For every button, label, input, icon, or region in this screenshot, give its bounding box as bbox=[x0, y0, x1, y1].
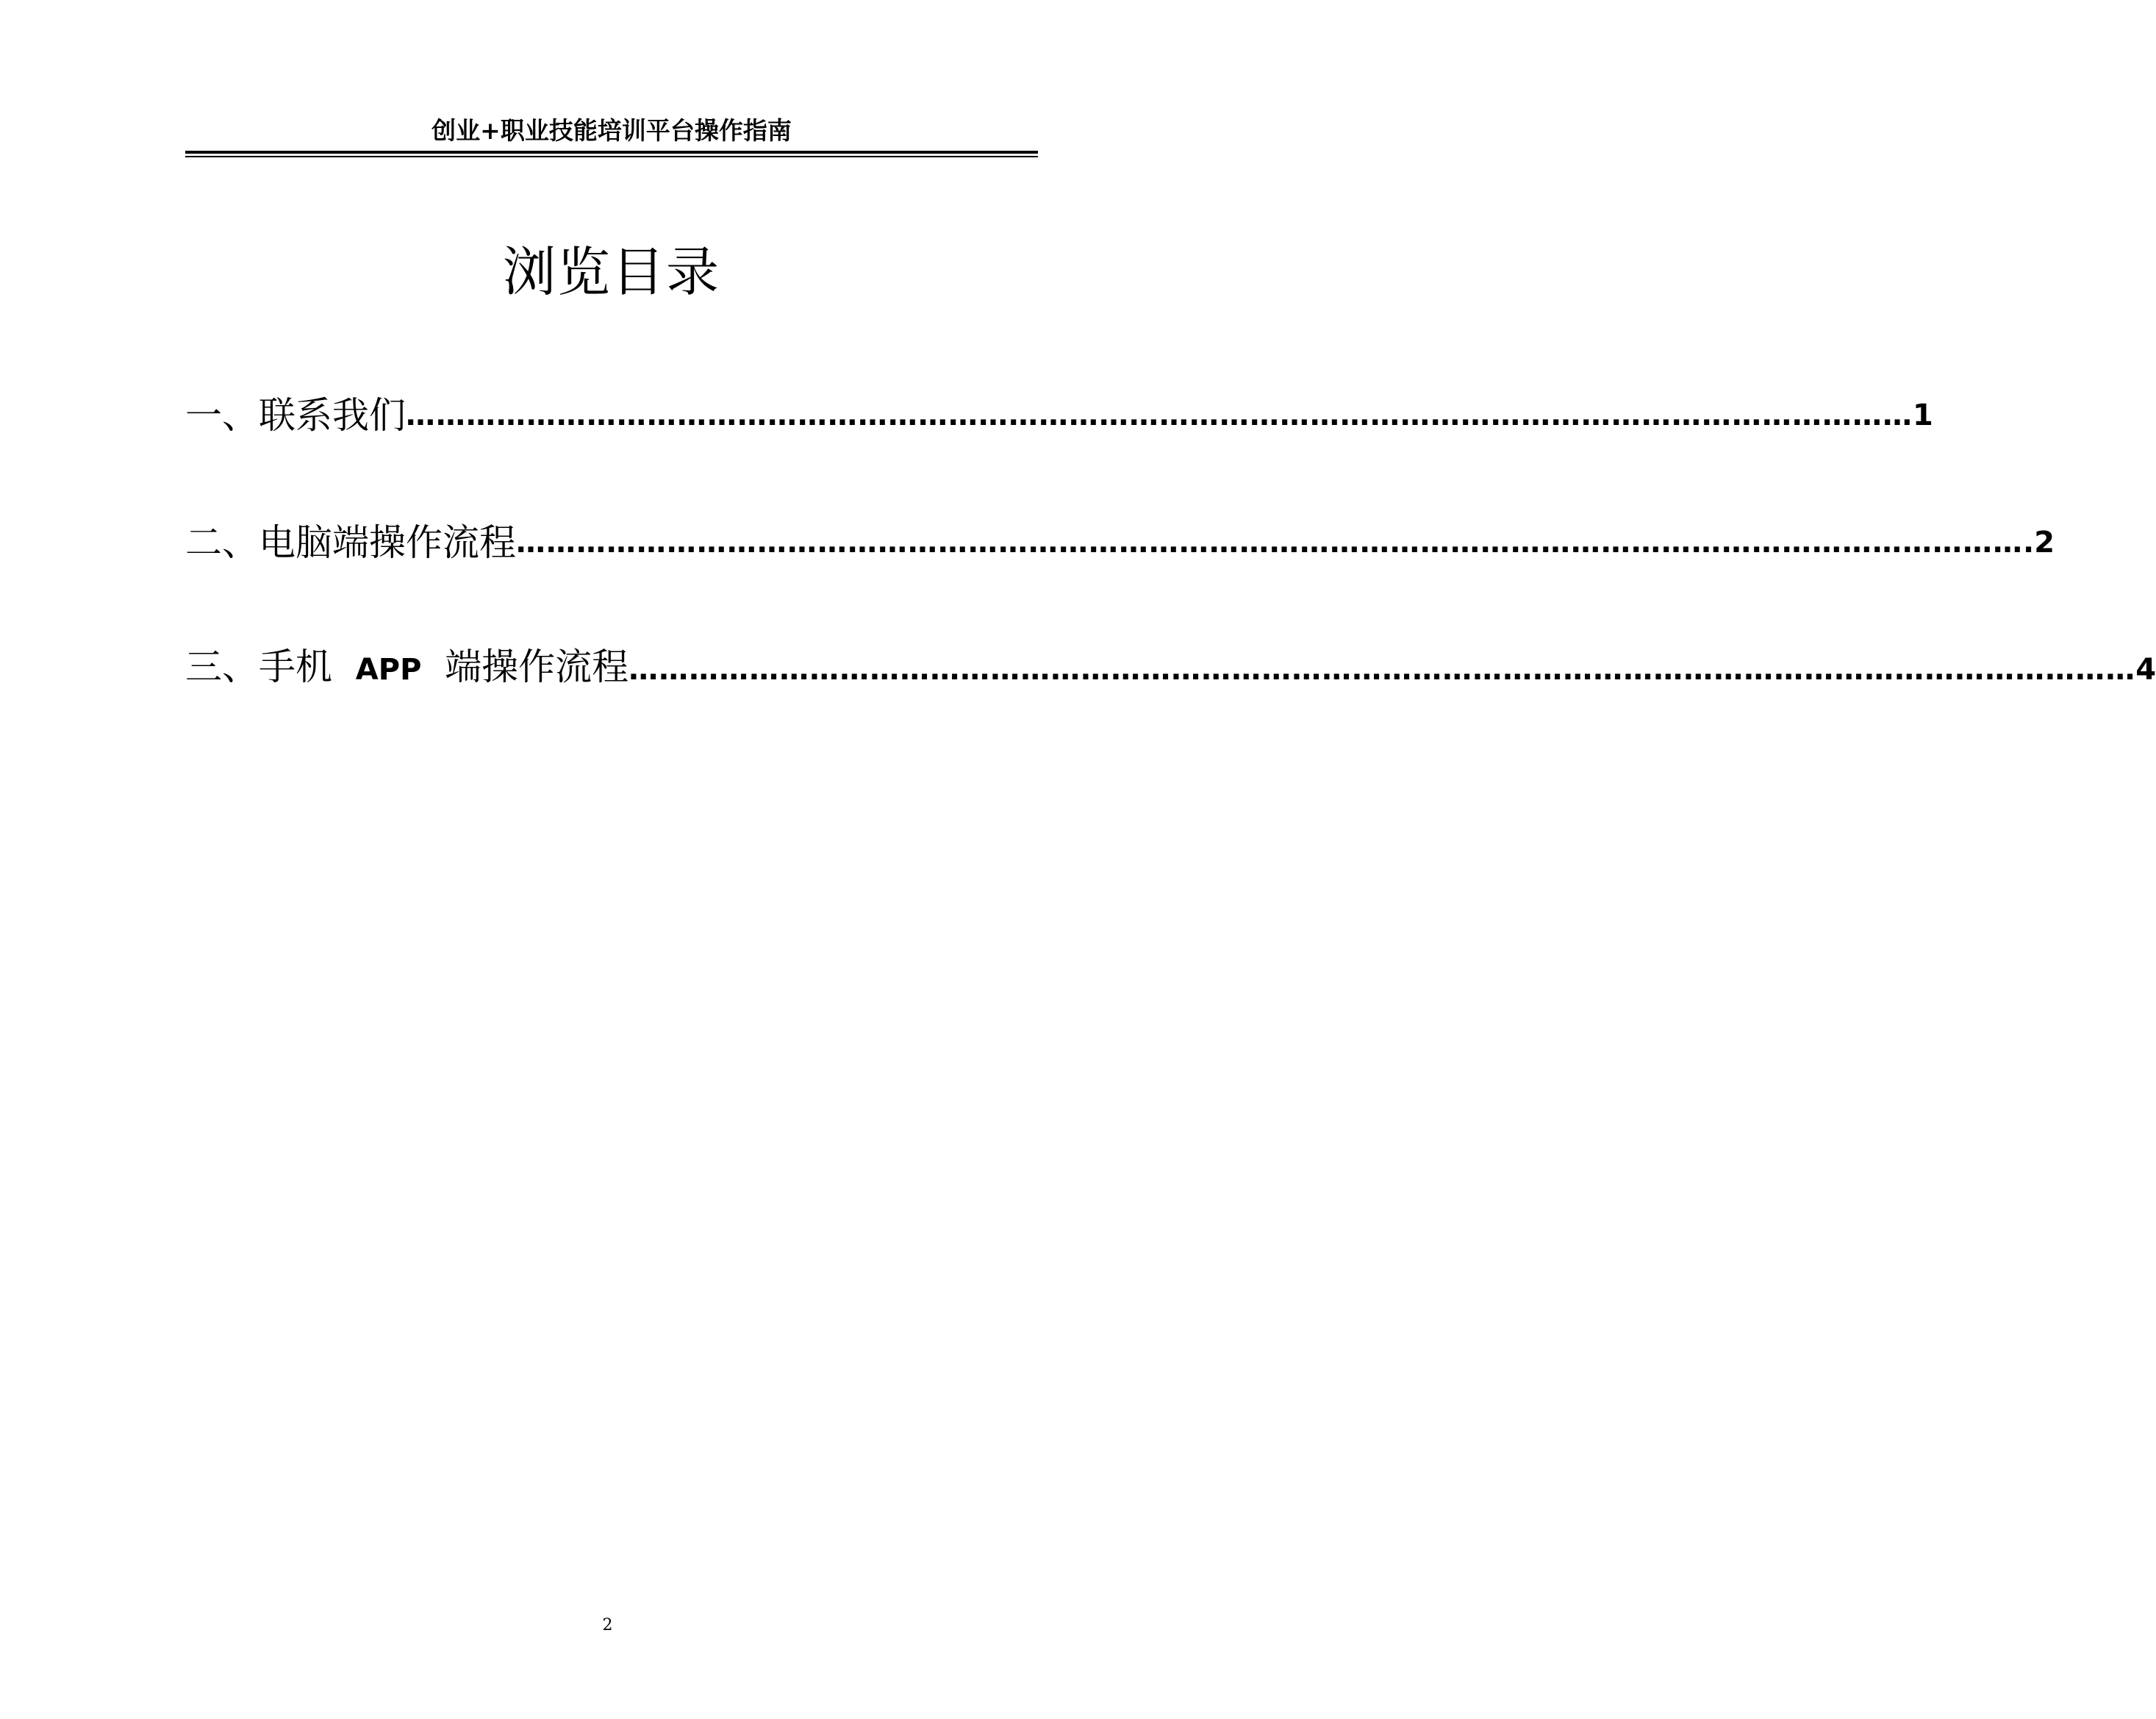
toc-entry-label: 三、手机 APP 端操作流程 bbox=[185, 646, 629, 688]
toc-entry-page: .2 bbox=[2023, 526, 2055, 560]
toc-entry-page: 1 bbox=[1913, 399, 1933, 432]
document-title: 浏览目录 bbox=[502, 241, 720, 303]
toc-entry-mobile-app-workflow[interactable] bbox=[185, 644, 2156, 696]
toc-entry-page: 4 bbox=[2135, 653, 2156, 687]
page-number: 2 bbox=[602, 1616, 613, 1634]
toc-leader-dots: …………………………………………………………………………………………………………………………………… bbox=[628, 653, 2136, 687]
toc-leader-dots: …………………………………………………………………………………………………………………………………… bbox=[516, 526, 2023, 560]
toc-entry-label: 二、电脑端操作流程 bbox=[185, 521, 516, 564]
page-header: 创业+职业技能培训平台操作指南 bbox=[431, 116, 792, 145]
toc-entry-desktop-workflow[interactable] bbox=[185, 517, 2055, 568]
toc-entry-app-label: APP bbox=[355, 653, 422, 687]
toc-entry-contact-us[interactable] bbox=[185, 390, 1933, 441]
header-rule-thick bbox=[185, 151, 1038, 154]
header-rule-thin bbox=[185, 156, 1038, 157]
toc-entry-label: 一、联系我们 bbox=[185, 394, 406, 437]
toc-leader-dots: …………………………………………………………………………………………………………………………………… bbox=[406, 399, 1913, 432]
